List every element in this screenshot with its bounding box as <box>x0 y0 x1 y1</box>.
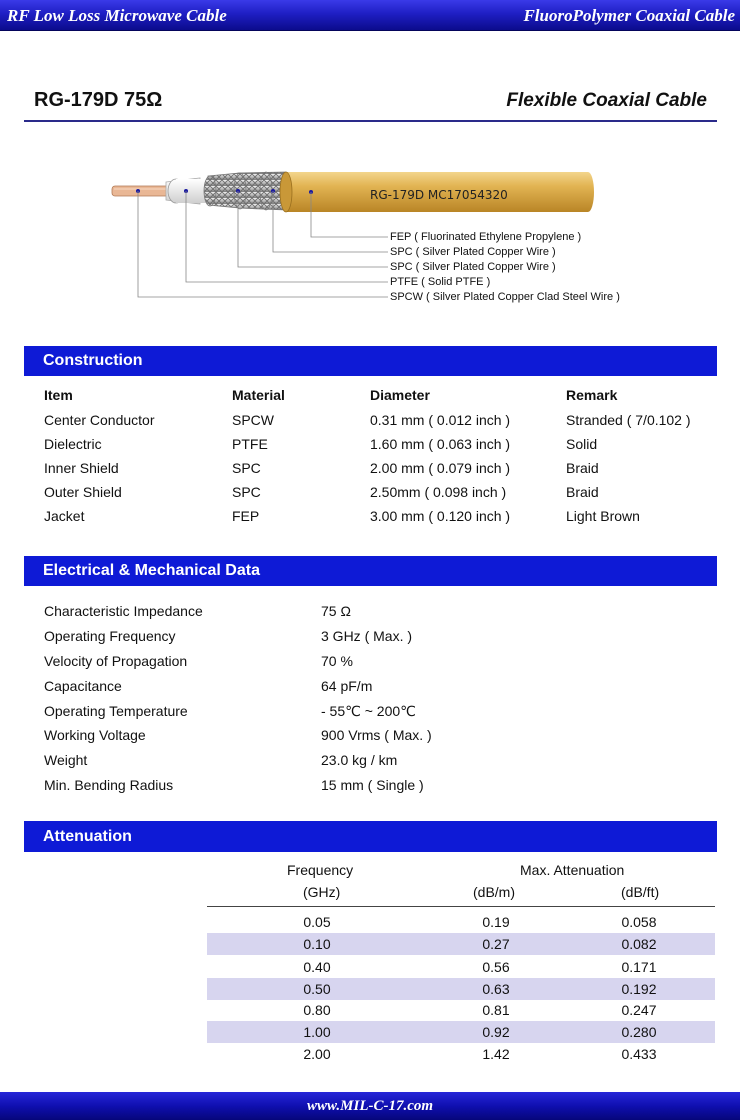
cable-print-text: RG-179D MC17054320 <box>370 188 508 202</box>
top-banner <box>0 0 740 31</box>
property-label: Weight <box>44 752 88 768</box>
banner-left-text: RF Low Loss Microwave Cable <box>7 6 227 25</box>
table-row <box>207 956 715 978</box>
callout-dielectric: PTFE ( Solid PTFE ) <box>390 276 491 288</box>
website-link[interactable]: www.MIL-C-17.com <box>306 1098 434 1114</box>
attenuation-db-ft: 0.082 <box>621 936 657 952</box>
construction-item: Dielectric <box>44 436 102 452</box>
construction-item: Center Conductor <box>44 412 155 428</box>
frequency-unit: (GHz) <box>303 884 341 900</box>
property-label: Capacitance <box>44 678 122 694</box>
attenuation-db-m: 0.19 <box>482 914 510 930</box>
attenuation-unit-ft: (dB/ft) <box>621 884 660 900</box>
construction-material: SPC <box>232 484 261 500</box>
col-header-diameter: Diameter <box>370 387 430 403</box>
frequency-value: 1.00 <box>303 1024 331 1040</box>
attenuation-db-m: 0.63 <box>482 981 510 997</box>
construction-remark: Braid <box>566 484 599 500</box>
frequency-value: 2.00 <box>303 1046 331 1062</box>
callout-outer-shield: SPC ( Silver Plated Copper Wire ) <box>390 246 556 258</box>
construction-remark: Solid <box>566 436 598 452</box>
table-row <box>207 999 715 1021</box>
construction-diameter: 0.31 mm ( 0.012 inch ) <box>370 412 511 428</box>
attenuation-db-m: 0.27 <box>482 936 510 952</box>
construction-diameter: 2.00 mm ( 0.079 inch ) <box>370 460 511 476</box>
construction-material: SPCW <box>232 412 274 428</box>
construction-item: Outer Shield <box>44 484 122 500</box>
construction-diameter: 1.60 mm ( 0.063 inch ) <box>370 436 511 452</box>
property-label: Operating Frequency <box>44 628 176 644</box>
attenuation-db-ft: 0.433 <box>621 1046 657 1062</box>
table-row <box>207 1043 715 1065</box>
frequency-label: Frequency <box>287 862 354 878</box>
construction-item: Jacket <box>44 508 85 524</box>
construction-material: PTFE <box>232 436 268 452</box>
attenuation-db-ft: 0.280 <box>621 1024 657 1040</box>
attenuation-db-m: 0.56 <box>482 959 510 975</box>
construction-material: FEP <box>232 508 260 524</box>
table-row <box>207 1021 715 1043</box>
property-label: Working Voltage <box>44 727 146 743</box>
construction-header: Construction <box>24 346 717 376</box>
attenuation-db-m: 0.81 <box>482 1002 510 1018</box>
property-value: 70 % <box>321 653 353 669</box>
frequency-value: 0.10 <box>303 936 331 952</box>
attenuation-unit-m: (dB/m) <box>473 884 515 900</box>
callout-jacket: FEP ( Fluorinated Ethylene Propylene ) <box>390 231 582 243</box>
property-value: - 55℃ ~ 200℃ <box>321 703 416 719</box>
property-label: Min. Bending Radius <box>44 777 174 793</box>
construction-material: SPC <box>232 460 261 476</box>
construction-diameter: 2.50mm ( 0.098 inch ) <box>370 484 507 500</box>
construction-remark: Braid <box>566 460 599 476</box>
property-value: 900 Vrms ( Max. ) <box>321 727 432 743</box>
attenuation-label: Max. Attenuation <box>520 862 625 878</box>
attenuation-divider <box>207 906 715 907</box>
page-subtitle: Flexible Coaxial Cable <box>506 90 707 111</box>
property-value: 23.0 kg / km <box>321 752 398 768</box>
footer-bar <box>0 1092 740 1120</box>
attenuation-db-ft: 0.192 <box>621 981 657 997</box>
frequency-value: 0.40 <box>303 959 331 975</box>
frequency-value: 0.80 <box>303 1002 331 1018</box>
col-header-item: Item <box>44 387 73 403</box>
frequency-value: 0.05 <box>303 914 331 930</box>
page-title: RG-179D 75Ω <box>34 89 163 111</box>
cable-illustration <box>108 168 708 318</box>
attenuation-db-m: 0.92 <box>482 1024 510 1040</box>
construction-remark: Stranded ( 7/0.102 ) <box>566 412 691 428</box>
property-label: Velocity of Propagation <box>44 653 188 669</box>
property-value: 64 pF/m <box>321 678 373 694</box>
construction-item: Inner Shield <box>44 460 119 476</box>
frequency-value: 0.50 <box>303 981 331 997</box>
banner-right-text: FluoroPolymer Coaxial Cable <box>523 6 735 25</box>
attenuation-db-ft: 0.058 <box>621 914 657 930</box>
construction-diameter: 3.00 mm ( 0.120 inch ) <box>370 508 511 524</box>
table-row <box>207 911 715 933</box>
callout-center-conductor: SPCW ( Silver Plated Copper Clad Steel Wire ) <box>390 291 620 303</box>
property-label: Operating Temperature <box>44 703 188 719</box>
table-row <box>207 933 715 955</box>
property-value: 15 mm ( Single ) <box>321 777 424 793</box>
col-header-material: Material <box>232 387 285 403</box>
attenuation-header: Attenuation <box>24 821 717 852</box>
electrical-header: Electrical & Mechanical Data <box>24 556 717 586</box>
attenuation-db-ft: 0.247 <box>621 1002 657 1018</box>
callout-inner-shield: SPC ( Silver Plated Copper Wire ) <box>390 261 556 273</box>
property-value: 3 GHz ( Max. ) <box>321 628 413 644</box>
title-row <box>24 88 717 122</box>
attenuation-db-m: 1.42 <box>482 1046 510 1062</box>
attenuation-db-ft: 0.171 <box>621 959 657 975</box>
construction-remark: Light Brown <box>566 508 640 524</box>
table-row <box>207 978 715 1000</box>
property-label: Characteristic Impedance <box>44 603 203 619</box>
col-header-remark: Remark <box>566 387 618 403</box>
property-value: 75 Ω <box>321 603 351 619</box>
